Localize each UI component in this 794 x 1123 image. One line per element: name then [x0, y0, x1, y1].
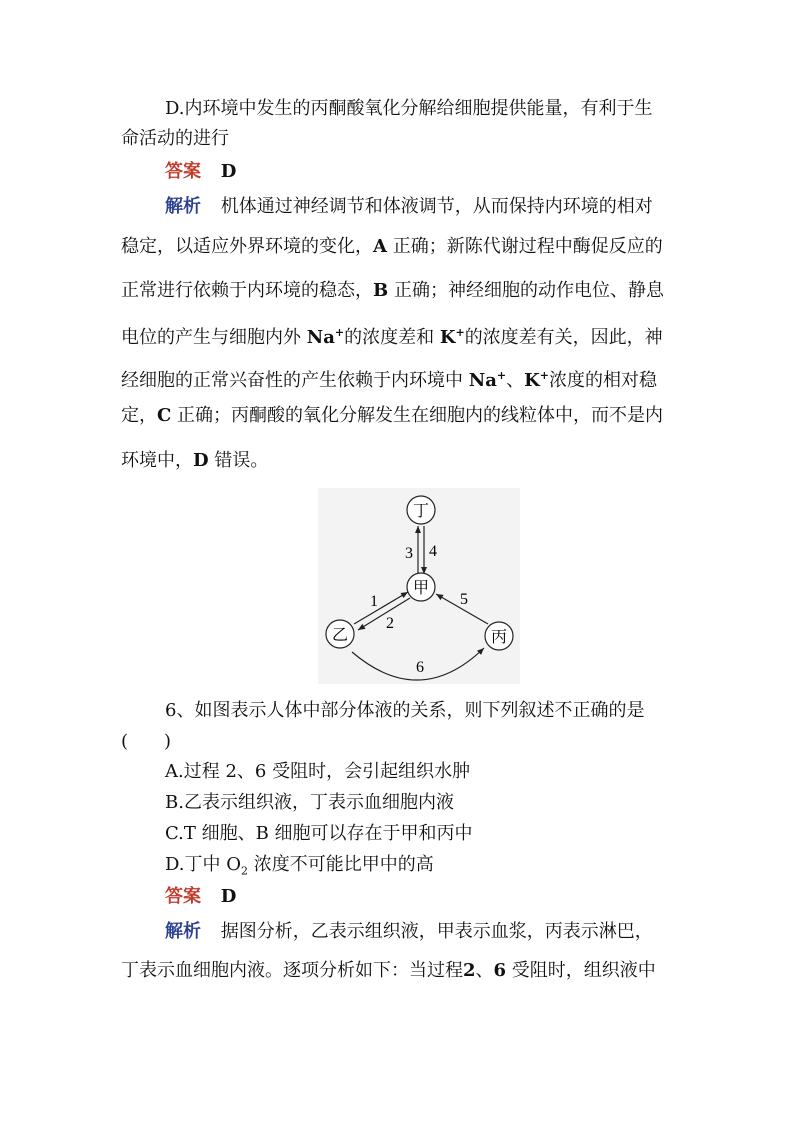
node-ding [407, 496, 435, 524]
q6-stem: 6、如图表示人体中部分体液的关系，则下列叙述不正确的是 [165, 700, 645, 721]
q6-analysis-line1 [165, 921, 653, 943]
q5-analysis-line4: 电位的产生与细胞内外 Na+的浓度差和 K+的浓度差有关，因此，神 [121, 326, 663, 348]
q5-answer [165, 161, 236, 183]
node-ding-label: 丁 [412, 501, 430, 520]
q5-analysis-line5: 经细胞的正常兴奋性的产生依赖于内环境中 Na+、K+浓度的相对稳 [121, 369, 657, 391]
q5-analysis-label: 解析 [165, 196, 201, 217]
q5-analysis-text1: 机体通过神经调节和体液调节，从而保持内环境的相对 [220, 196, 653, 217]
node-yi-label: 乙 [331, 625, 349, 644]
node-bing [485, 622, 513, 650]
arrow-4-label: 4 [429, 543, 437, 560]
arrow-2-label: 2 [386, 615, 394, 632]
node-bing-label: 丙 [490, 627, 508, 646]
node-jia-label: 甲 [412, 578, 430, 597]
q6-analysis-text1: 据图分析，乙表示组织液，甲表示血浆，丙表示淋巴， [220, 921, 653, 942]
arrow-3-label: 3 [405, 545, 413, 562]
arrow-6-label: 6 [416, 659, 424, 676]
arrow-2 [358, 598, 410, 630]
q6-option-d: D.丁中 $O_2$ 浓度不可能比甲中的高 [165, 854, 434, 878]
q5-option-d-line2: 命活动的进行 [121, 128, 229, 149]
q6-option-b: B.乙表示组织液，丁表示血细胞内液 [165, 792, 454, 813]
q5-analysis-line7: 环境中，D 错误。 [121, 450, 269, 471]
q5-answer-value: D [220, 161, 237, 182]
q6-answer-value: D [220, 886, 237, 907]
q6-paren: ( ) [121, 731, 172, 752]
arrow-5-label: 5 [460, 591, 468, 608]
q5-analysis-line3: 正常进行依赖于内环境的稳态，B 正确；神经细胞的动作电位、静息 [121, 280, 664, 301]
q6-option-a: A.过程 2、6 受阻时，会引起组织水肿 [165, 761, 471, 782]
q5-analysis-line2: 稳定，以适应外界环境的变化，A 正确；新陈代谢过程中酶促反应的 [121, 236, 663, 257]
q6-analysis-label: 解析 [165, 921, 201, 942]
q5-answer-label: 答案 [165, 161, 201, 182]
q6-answer-label: 答案 [165, 886, 201, 907]
q5-analysis-line6: 定，C 正确；丙酮酸的氧化分解发生在细胞内的线粒体中，而不是内 [121, 405, 664, 426]
node-yi [326, 620, 354, 648]
q6-option-c: C.T 细胞、B 细胞可以存在于甲和丙中 [165, 823, 473, 844]
arrow-1-label: 1 [370, 593, 378, 610]
q5-analysis-line1 [165, 196, 653, 218]
q6-analysis-line2: 丁表示血细胞内液。逐项分析如下：当过程2、6 受阻时，组织液中 [121, 960, 656, 981]
body-fluid-diagram [318, 488, 520, 684]
q5-option-d-line1: D.内环境中发生的丙酮酸氧化分解给细胞提供能量，有利于生 [165, 98, 653, 119]
arrow-1 [354, 592, 408, 624]
node-jia [407, 573, 435, 601]
q6-answer [165, 886, 236, 908]
